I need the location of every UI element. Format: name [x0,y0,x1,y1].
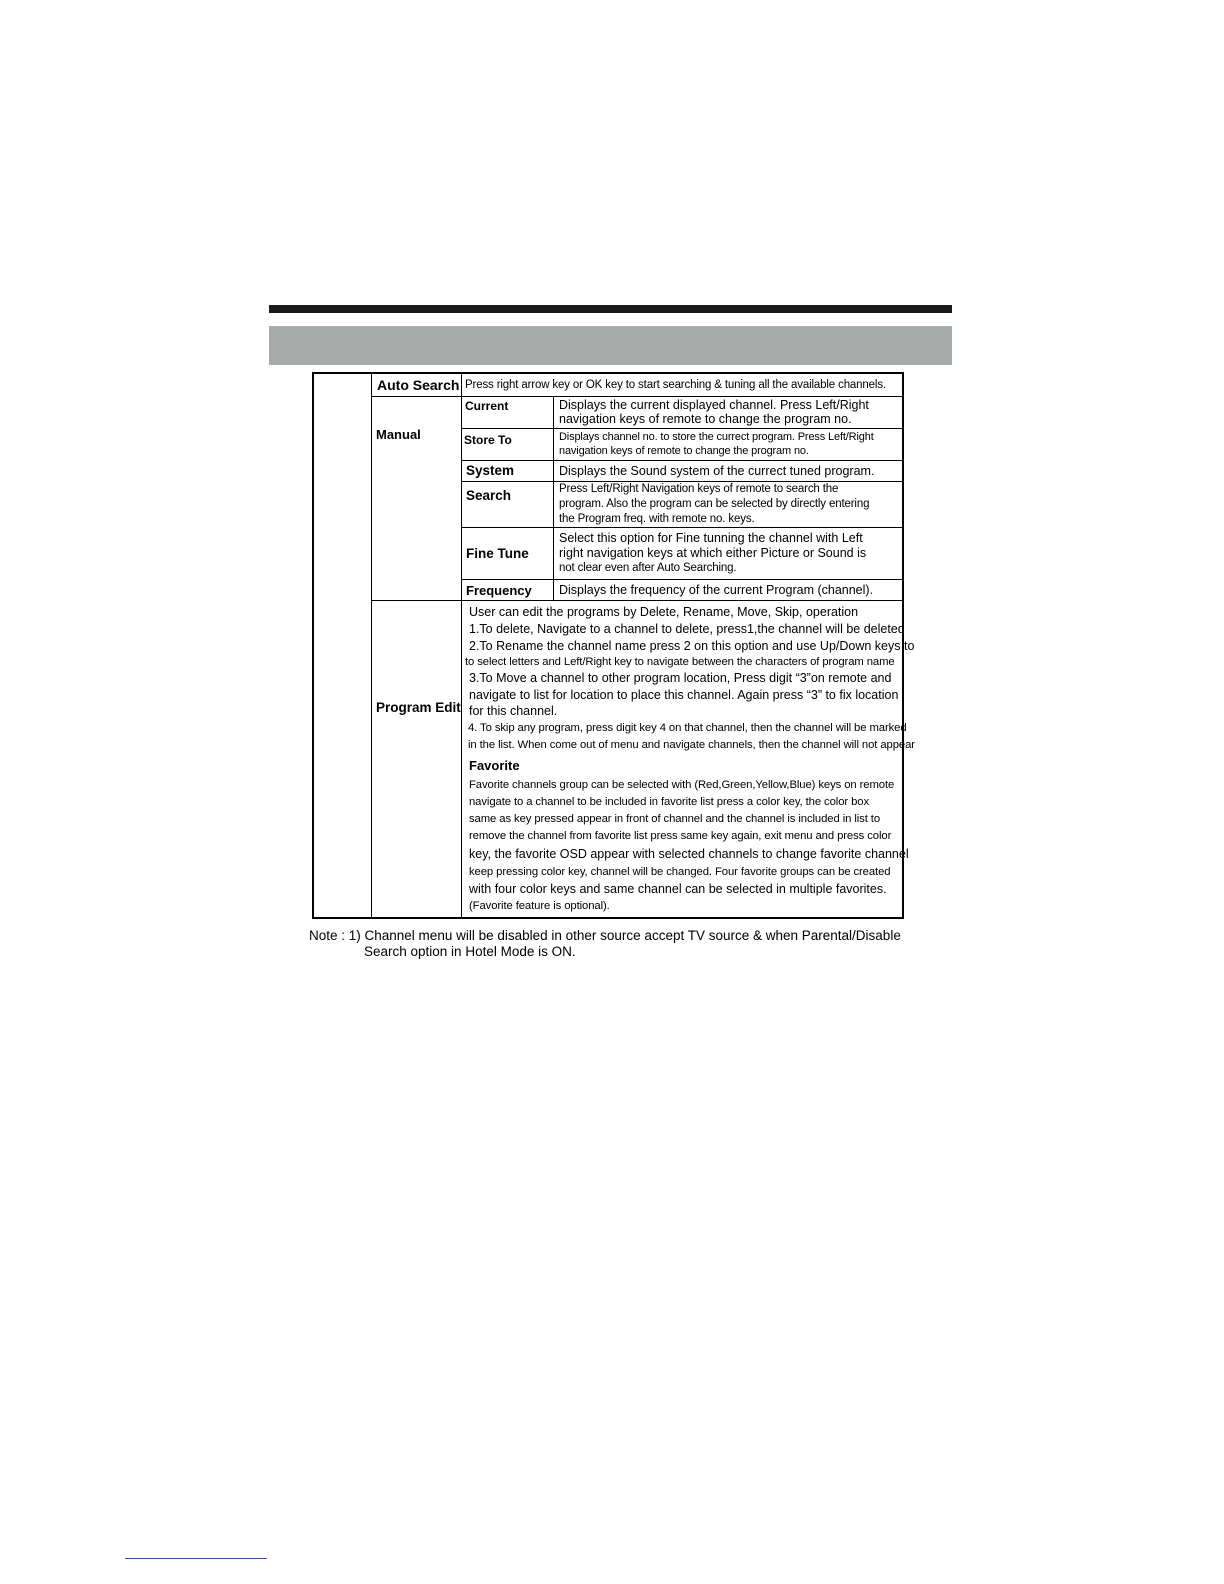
favorite-line: keep pressing color key, channel will be changed. Four favorite groups can be created [469,866,891,878]
favorite-line: remove the channel from favorite list press same key again, exit menu and press color [469,830,892,842]
frequency-label: Frequency [466,583,532,598]
program-edit-label: Program Edit [376,700,461,715]
fine-tune-description-line: right navigation keys at which either Picture or Sound is [559,546,867,560]
header-rule [269,305,952,313]
grid-line [371,373,372,918]
system-description-line: Displays the Sound system of the currect tuned program. [559,464,875,478]
auto-search-label: Auto Search [377,377,460,393]
grid-line [461,428,903,429]
program-edit-line: to select letters and Left/Right key to navigate between the characters of program name [465,656,895,668]
search-description-line: program. Also the program can be selected by directly entering [559,498,870,510]
grid-line [461,579,903,580]
program-edit-line: 1.To delete, Navigate to a channel to delete, press1,the channel will be deleted [469,622,905,636]
favorite-line: (Favorite feature is optional). [469,900,610,912]
favorite-heading: Favorite [469,758,520,773]
auto-search-description: Press right arrow key or OK key to start searching & tuning all the available channels. [465,379,886,391]
program-edit-line: 3.To Move a channel to other program location, Press digit “3”on remote and [469,671,892,685]
fine-tune-description-line: not clear even after Auto Searching. [559,562,737,574]
program-edit-line: User can edit the programs by Delete, Rename, Move, Skip, operation [469,605,859,619]
footnote [309,928,901,960]
store-to-description-line: navigation keys of remote to change the program no. [559,445,809,457]
grid-line [461,373,462,918]
program-edit-line: 4. To skip any program, press digit key 4 on that channel, then the channel will be marked [468,722,907,734]
grid-line [553,396,554,600]
system-label: System [466,463,515,478]
section-title-bar [269,326,952,365]
footnote-line: Search option in Hotel Mode is ON. [364,944,576,959]
grid-line [461,460,903,461]
manual-label: Manual [376,427,421,442]
program-edit-line: for this channel. [469,704,558,718]
store-to-label: Store To [464,433,512,447]
current-description-line: Displays the current displayed channel. Press Left/Right [559,398,869,412]
grid-line [461,527,903,528]
favorite-line: Favorite channels group can be selected with (Red,Green,Yellow,Blue) keys on remote [469,779,895,791]
footer-underline [125,1558,267,1559]
search-description-line: the Program freq. with remote no. keys. [559,513,755,525]
program-edit-line: navigate to list for location to place this channel. Again press “3” to fix location [469,688,899,702]
current-label: Current [465,399,509,413]
program-edit-line: 2.To Rename the channel name press 2 on this option and use Up/Down keys to [469,639,915,653]
favorite-line: navigate to a channel to be included in favorite list press a color key, the color box [469,796,869,808]
fine-tune-label: Fine Tune [466,546,529,561]
favorite-line: same as key pressed appear in front of channel and the channel is included in list to [469,813,880,825]
store-to-description-line: Displays channel no. to store the currect program. Press Left/Right [559,431,874,443]
frequency-description-line: Displays the frequency of the current Program (channel). [559,583,874,597]
search-label: Search [466,488,512,503]
favorite-line: key, the favorite OSD appear with selected channels to change favorite channel [469,847,909,861]
favorite-line: with four color keys and same channel can be selected in multiple favorites. [469,882,887,896]
grid-line [371,396,903,397]
program-edit-line: in the list. When come out of menu and navigate channels, then the channel will not appear [468,739,915,751]
search-description-line: Press Left/Right Navigation keys of remote to search the [559,483,839,495]
footnote-line: Note : 1) Channel menu will be disabled in other source accept TV source & when Parental/Disable [309,928,901,943]
current-description-line: navigation keys of remote to change the program no. [559,412,852,426]
grid-line [371,600,903,601]
fine-tune-description-line: Select this option for Fine tunning the channel with Left [559,531,863,545]
